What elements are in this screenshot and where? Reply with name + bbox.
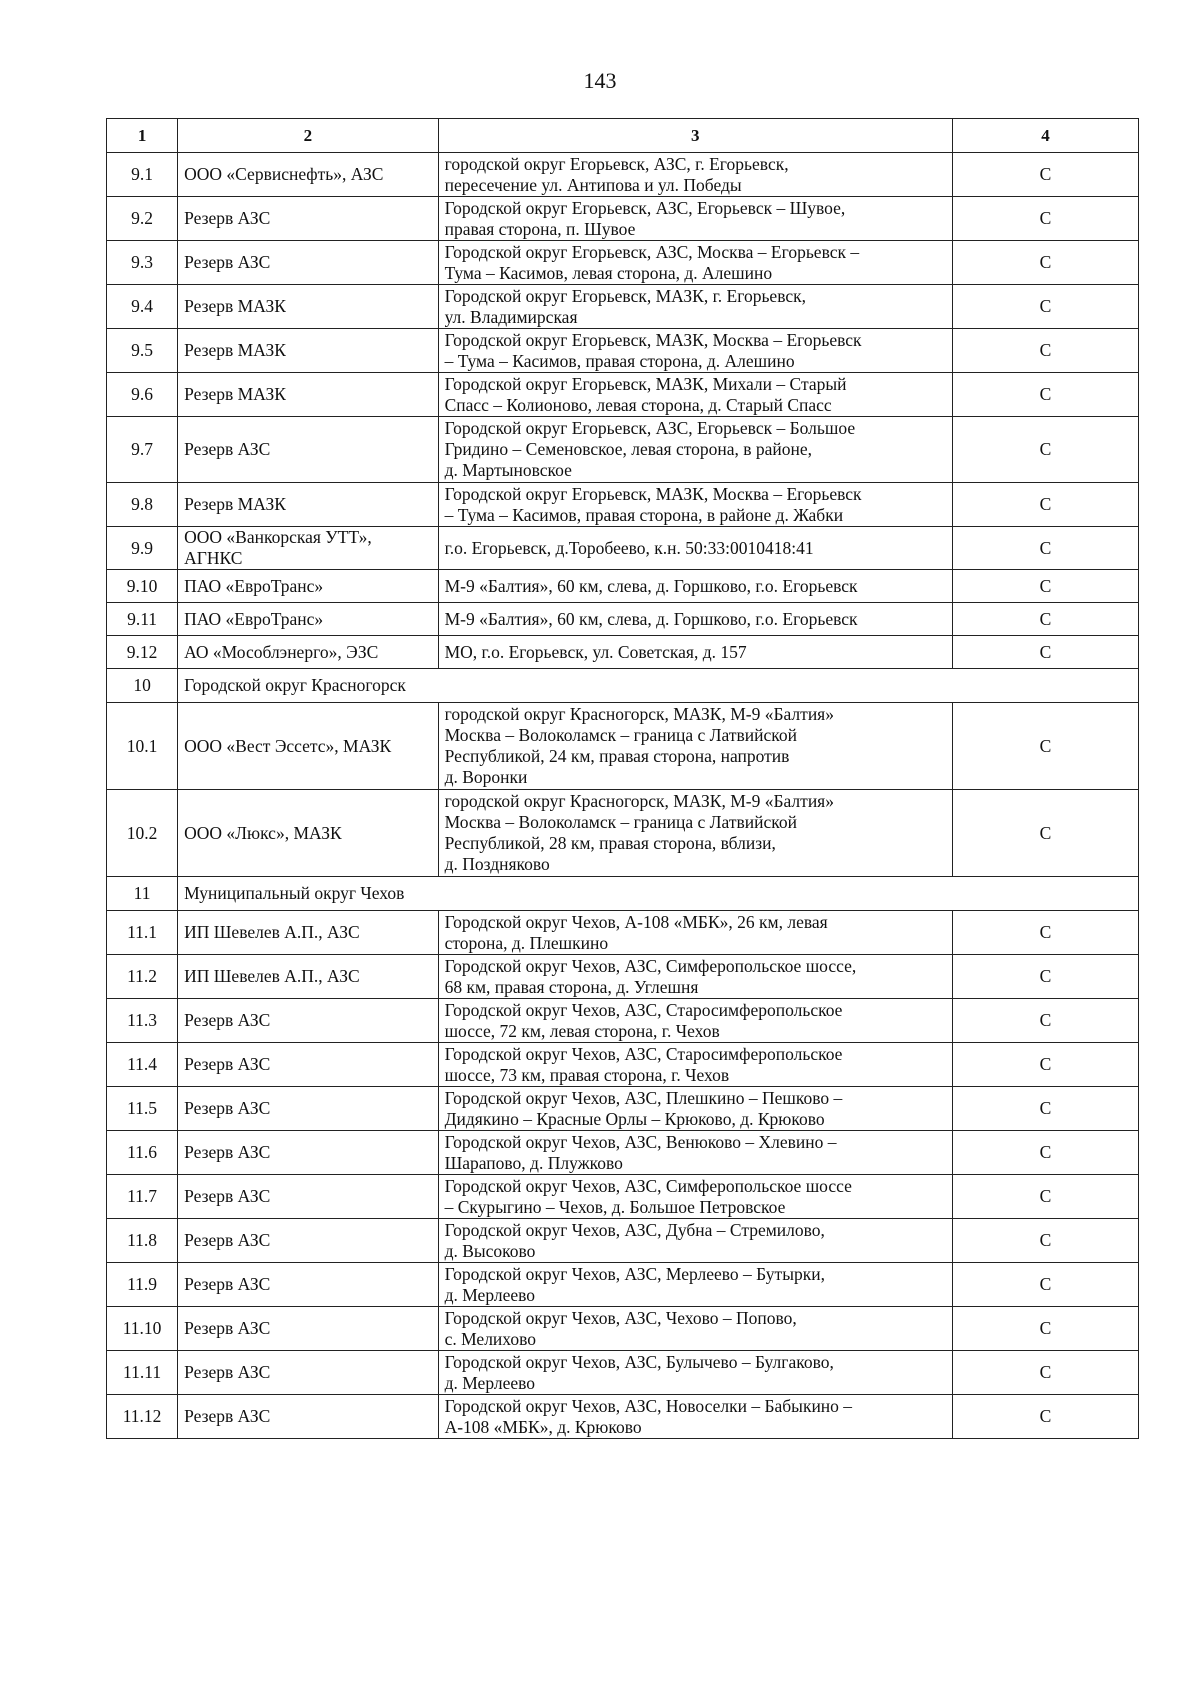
row-number: 9.1: [107, 153, 178, 197]
row-number: 9.9: [107, 527, 178, 570]
address-line: – Тума – Касимов, правая сторона, д. Алешино: [444, 350, 795, 371]
address-line: Городской округ Егорьевск, МАЗК, Москва – Егорьевск: [444, 483, 862, 504]
address-line: М-9 «Балтия», 60 км, слева, д. Горшково, г.о. Егорьевск: [444, 608, 858, 629]
category: С: [952, 1087, 1138, 1131]
category: С: [952, 1043, 1138, 1087]
address-line: Тума – Касимов, левая сторона, д. Алешино: [444, 262, 773, 283]
facility-name: Резерв АЗС: [178, 999, 438, 1043]
facility-address: [438, 1263, 952, 1307]
header-col-2: 2: [178, 119, 438, 153]
facility-address: [438, 417, 952, 483]
address-line: А-108 «МБК», д. Крюково: [444, 1416, 642, 1437]
facilities-table: [106, 118, 1139, 1439]
facility-name: Резерв АЗС: [178, 1087, 438, 1131]
row-number: 9.7: [107, 417, 178, 483]
table-row: [107, 1043, 1139, 1087]
address-line: шоссе, 72 км, левая сторона, г. Чехов: [444, 1020, 720, 1041]
address-line: Гридино – Семеновское, левая сторона, в районе,: [444, 439, 813, 459]
row-number: 9.8: [107, 483, 178, 527]
section-title: Городской округ Красногорск: [178, 669, 1139, 703]
table-row: [107, 1131, 1139, 1175]
facility-address: [438, 1351, 952, 1395]
address-line: Городской округ Егорьевск, АЗС, Москва – Егорьевск –: [444, 241, 860, 262]
facility-address: [438, 1175, 952, 1219]
facility-name: Резерв МАЗК: [178, 483, 438, 527]
category: С: [952, 1175, 1138, 1219]
table-row: [107, 373, 1139, 417]
section-title: Муниципальный округ Чехов: [178, 877, 1139, 911]
facility-name: Резерв АЗС: [178, 1395, 438, 1439]
facility-address: [438, 570, 952, 603]
facility-address: [438, 703, 952, 790]
table-row: [107, 603, 1139, 636]
table-row: [107, 329, 1139, 373]
table-row: [107, 570, 1139, 603]
facility-name: Резерв МАЗК: [178, 329, 438, 373]
facility-name: Резерв АЗС: [178, 1351, 438, 1395]
address-line: 68 км, правая сторона, д. Углешня: [444, 976, 699, 997]
address-line: Городской округ Егорьевск, МАЗК, г. Егорьевск,: [444, 285, 807, 306]
category: С: [952, 373, 1138, 417]
address-line: Городской округ Чехов, АЗС, Венюково – Хлевино –: [444, 1131, 837, 1152]
address-line: шоссе, 73 км, правая сторона, г. Чехов: [444, 1064, 730, 1085]
address-line: с. Мелихово: [444, 1328, 537, 1349]
facility-address: [438, 1087, 952, 1131]
facility-address: [438, 911, 952, 955]
category: С: [952, 790, 1138, 877]
address-line: Городской округ Чехов, АЗС, Старосимферопольское: [444, 1043, 843, 1064]
table-row: [107, 955, 1139, 999]
address-line: Городской округ Чехов, АЗС, Старосимферопольское: [444, 999, 843, 1020]
row-number: 9.2: [107, 197, 178, 241]
facility-address: [438, 153, 952, 197]
facility-address: [438, 1131, 952, 1175]
row-number: 9.4: [107, 285, 178, 329]
category: С: [952, 636, 1138, 669]
row-number: 11.10: [107, 1307, 178, 1351]
section-number: 11: [107, 877, 178, 911]
table-row: [107, 999, 1139, 1043]
category: С: [952, 241, 1138, 285]
category: С: [952, 1219, 1138, 1263]
table-row: [107, 1175, 1139, 1219]
facility-name: Резерв АЗС: [178, 1175, 438, 1219]
facility-name: Резерв МАЗК: [178, 285, 438, 329]
facility-name: ООО «Вест Эссетс», МАЗК: [178, 703, 438, 790]
facility-name: Резерв МАЗК: [178, 373, 438, 417]
row-number: 11.6: [107, 1131, 178, 1175]
category: С: [952, 483, 1138, 527]
facility-address: [438, 1043, 952, 1087]
address-line: д. Мерлеево: [444, 1284, 536, 1305]
facility-address: [438, 790, 952, 877]
category: С: [952, 999, 1138, 1043]
table-row: [107, 1219, 1139, 1263]
address-line: Городской округ Чехов, АЗС, Симферопольское шоссе: [444, 1175, 852, 1196]
facility-name: ООО «Люкс», МАЗК: [178, 790, 438, 877]
category: С: [952, 911, 1138, 955]
row-number: 11.5: [107, 1087, 178, 1131]
table-row: [107, 285, 1139, 329]
table-row: [107, 703, 1139, 790]
facility-address: [438, 955, 952, 999]
address-line: – Тума – Касимов, правая сторона, в районе д. Жабки: [444, 504, 844, 525]
address-line: Городской округ Чехов, АЗС, Симферопольское шоссе,: [444, 955, 857, 976]
row-number: 10.1: [107, 703, 178, 790]
section-row: [107, 877, 1139, 911]
section-row: [107, 669, 1139, 703]
address-line: Городской округ Егорьевск, АЗС, Егорьевск – Шувое,: [444, 197, 846, 218]
category: С: [952, 1351, 1138, 1395]
row-number: 11.9: [107, 1263, 178, 1307]
facility-address: [438, 241, 952, 285]
facility-name: Резерв АЗС: [178, 1043, 438, 1087]
address-line: ул. Владимирская: [444, 306, 578, 327]
category: С: [952, 153, 1138, 197]
table-row: [107, 1263, 1139, 1307]
category: С: [952, 417, 1138, 483]
category: С: [952, 197, 1138, 241]
header-col-1: 1: [107, 119, 178, 153]
table-row: [107, 483, 1139, 527]
row-number: 9.5: [107, 329, 178, 373]
facility-address: [438, 999, 952, 1043]
address-line: д. Мартыновское: [444, 460, 572, 480]
row-number: 11.12: [107, 1395, 178, 1439]
facility-name: Резерв АЗС: [178, 1263, 438, 1307]
category: С: [952, 329, 1138, 373]
address-line: Городской округ Чехов, АЗС, Новоселки – Бабыкино –: [444, 1395, 853, 1416]
category: С: [952, 1307, 1138, 1351]
category: С: [952, 603, 1138, 636]
facility-address: [438, 285, 952, 329]
address-line: правая сторона, п. Шувое: [444, 218, 636, 239]
address-line: д. Поздняково: [444, 854, 550, 874]
row-number: 11.3: [107, 999, 178, 1043]
address-line: д. Воронки: [444, 767, 528, 787]
address-line: Москва – Волоколамск – граница с Латвийской: [444, 812, 798, 832]
row-number: 9.10: [107, 570, 178, 603]
table-body: [107, 153, 1139, 1439]
address-line: Городской округ Егорьевск, МАЗК, Михали – Старый: [444, 373, 847, 394]
facility-name: Резерв АЗС: [178, 1131, 438, 1175]
category: С: [952, 1131, 1138, 1175]
category: С: [952, 955, 1138, 999]
category: С: [952, 570, 1138, 603]
facility-name: АО «Мособлэнерго», ЭЗС: [178, 636, 438, 669]
facility-address: [438, 197, 952, 241]
facility-address: [438, 527, 952, 570]
row-number: 9.3: [107, 241, 178, 285]
address-line: МО, г.о. Егорьевск, ул. Советская, д. 157: [444, 641, 747, 662]
address-line: Городской округ Чехов, АЗС, Чехово – Попово,: [444, 1307, 797, 1328]
address-line: городской округ Красногорск, МАЗК, М-9 «Балтия»: [444, 704, 834, 724]
facility-address: [438, 1307, 952, 1351]
category: С: [952, 285, 1138, 329]
facility-address: [438, 373, 952, 417]
facility-address: [438, 603, 952, 636]
row-number: 11.8: [107, 1219, 178, 1263]
table-row: [107, 1307, 1139, 1351]
table-row: [107, 1087, 1139, 1131]
facility-address: [438, 329, 952, 373]
address-line: д. Мерлеево: [444, 1372, 536, 1393]
address-line: городской округ Егорьевск, АЗС, г. Егорьевск,: [444, 153, 789, 174]
table-row: [107, 1395, 1139, 1439]
table-row: [107, 417, 1139, 483]
address-line: Спасс – Колионово, левая сторона, д. Старый Спасс: [444, 394, 832, 415]
facility-name: ООО «Сервиснефть», АЗС: [178, 153, 438, 197]
table-row: [107, 1351, 1139, 1395]
facility-name: ПАО «ЕвроТранс»: [178, 570, 438, 603]
table-header-row: [107, 119, 1139, 153]
facility-name: Резерв АЗС: [178, 241, 438, 285]
facility-name: Резерв АЗС: [178, 197, 438, 241]
facility-name: ПАО «ЕвроТранс»: [178, 603, 438, 636]
facility-address: [438, 483, 952, 527]
address-line: сторона, д. Плешкино: [444, 932, 609, 953]
row-number: 11.11: [107, 1351, 178, 1395]
address-line: пересечение ул. Антипова и ул. Победы: [444, 174, 742, 195]
address-line: Городской округ Чехов, АЗС, Мерлеево – Бутырки,: [444, 1263, 825, 1284]
address-line: Республикой, 24 км, правая сторона, напротив: [444, 746, 790, 766]
header-col-3: 3: [438, 119, 952, 153]
facility-address: [438, 1219, 952, 1263]
row-number: 11.4: [107, 1043, 178, 1087]
address-line: Городской округ Егорьевск, АЗС, Егорьевск – Большое: [444, 418, 856, 438]
page-number: 143: [583, 68, 617, 93]
row-number: 9.12: [107, 636, 178, 669]
address-line: Республикой, 28 км, правая сторона, вблизи,: [444, 833, 776, 853]
category: С: [952, 1263, 1138, 1307]
header-col-4: 4: [952, 119, 1138, 153]
facility-name: Резерв АЗС: [178, 1219, 438, 1263]
table-row: [107, 197, 1139, 241]
row-number: 11.1: [107, 911, 178, 955]
row-number: 9.6: [107, 373, 178, 417]
address-line: Шарапово, д. Плужково: [444, 1152, 623, 1173]
category: С: [952, 1395, 1138, 1439]
category: С: [952, 703, 1138, 790]
facility-address: [438, 1395, 952, 1439]
section-number: 10: [107, 669, 178, 703]
row-number: 10.2: [107, 790, 178, 877]
facility-address: [438, 636, 952, 669]
facility-name: Резерв АЗС: [178, 1307, 438, 1351]
address-line: Городской округ Чехов, АЗС, Плешкино – Пешково –: [444, 1087, 843, 1108]
address-line: Дидякино – Красные Орлы – Крюково, д. Крюково: [444, 1108, 825, 1129]
address-line: Городской округ Чехов, АЗС, Дубна – Стремилово,: [444, 1219, 825, 1240]
facility-name: Резерв АЗС: [178, 417, 438, 483]
address-line: г.о. Егорьевск, д.Торобеево, к.н. 50:33:0010418:41: [444, 537, 814, 558]
facility-name: ИП Шевелев А.П., АЗС: [178, 911, 438, 955]
table-row: [107, 241, 1139, 285]
category: С: [952, 527, 1138, 570]
address-line: д. Высоково: [444, 1240, 536, 1261]
address-line: Городской округ Егорьевск, МАЗК, Москва – Егорьевск: [444, 329, 862, 350]
address-line: городской округ Красногорск, МАЗК, М-9 «Балтия»: [444, 791, 834, 811]
address-line: Городской округ Чехов, А-108 «МБК», 26 км, левая: [444, 911, 828, 932]
table-row: [107, 527, 1139, 570]
facility-name: ИП Шевелев А.П., АЗС: [178, 955, 438, 999]
table-row: [107, 790, 1139, 877]
table-row: [107, 911, 1139, 955]
address-line: М-9 «Балтия», 60 км, слева, д. Горшково, г.о. Егорьевск: [444, 575, 858, 596]
address-line: Городской округ Чехов, АЗС, Булычево – Булгаково,: [444, 1351, 834, 1372]
facility-name: ООО «Ванкорская УТТ», АГНКС: [178, 527, 438, 570]
address-line: – Скурыгино – Чехов, д. Большое Петровское: [444, 1196, 786, 1217]
table-row: [107, 153, 1139, 197]
address-line: Москва – Волоколамск – граница с Латвийской: [444, 725, 798, 745]
row-number: 11.7: [107, 1175, 178, 1219]
table-row: [107, 636, 1139, 669]
row-number: 9.11: [107, 603, 178, 636]
row-number: 11.2: [107, 955, 178, 999]
